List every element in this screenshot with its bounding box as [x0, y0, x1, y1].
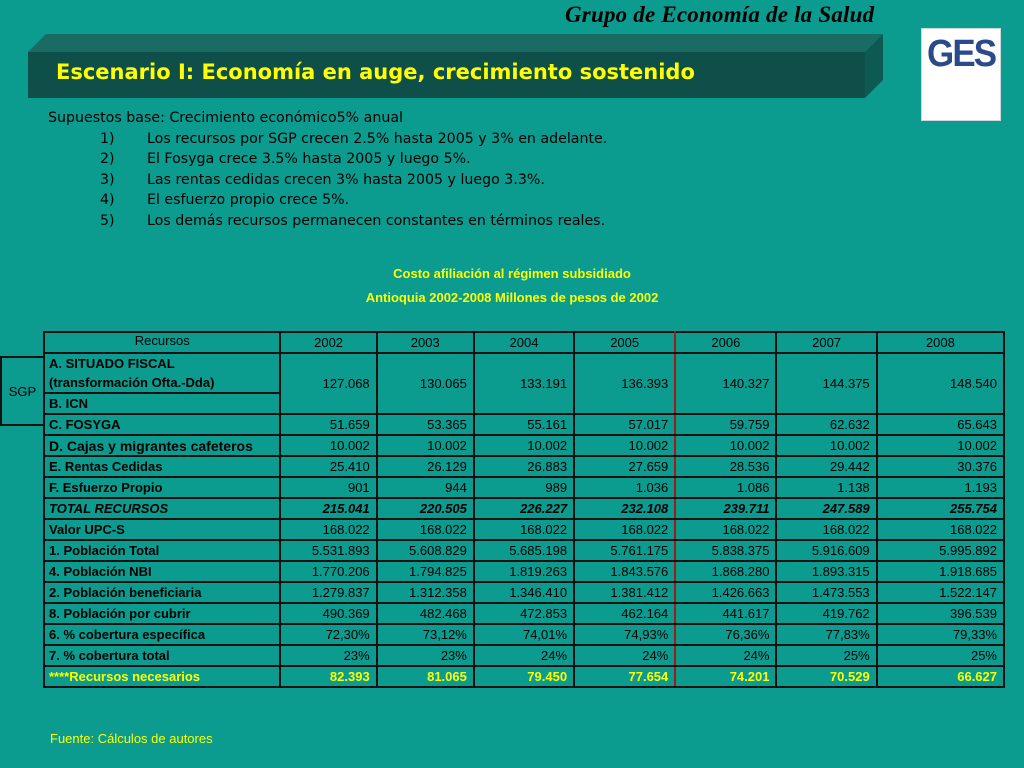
table-cell: 472.853: [474, 603, 574, 624]
ges-logo: [921, 28, 1001, 121]
table-cell: 79.450: [474, 666, 574, 687]
table-cell: 144.375: [776, 353, 876, 414]
table-cell: 24%: [574, 645, 675, 666]
table-cell: 70.529: [776, 666, 876, 687]
assumption-item: 4) El esfuerzo propio crece 5%.: [100, 192, 350, 208]
table-cell: 10.002: [280, 435, 376, 456]
resources-table: [43, 331, 1005, 688]
table-cell: 168.022: [574, 519, 675, 540]
table-cell: 10.002: [776, 435, 876, 456]
table-cell: 5.531.893: [280, 540, 376, 561]
row-label: C. FOSYGA: [44, 414, 280, 435]
table-cell: 482.468: [377, 603, 474, 624]
table-cell: 27.659: [574, 456, 675, 477]
row-label: 4. Población NBI: [44, 561, 280, 582]
row-label: 8. Población por cubrir: [44, 603, 280, 624]
table-cell: 168.022: [776, 519, 876, 540]
table-row: [44, 353, 1004, 373]
row-label: D. Cajas y migrantes cafeteros: [44, 435, 280, 456]
table-cell: 140.327: [675, 353, 776, 414]
row-label: B. ICN: [44, 393, 280, 414]
table-cell: 25%: [877, 645, 1004, 666]
row-label: 6. % cobertura específica: [44, 624, 280, 645]
table-cell: 1.893.315: [776, 561, 876, 582]
table-row: [44, 540, 1004, 561]
assumptions-list: [48, 129, 607, 232]
table-cell: 901: [280, 477, 376, 498]
table-cell: 441.617: [675, 603, 776, 624]
table-cell: 57.017: [574, 414, 675, 435]
column-header: 2008: [877, 332, 1004, 353]
table-title: Costo afiliación al régimen subsidiado: [393, 266, 631, 281]
sgp-group-label: SGP: [0, 356, 43, 426]
table-cell: 1.918.685: [877, 561, 1004, 582]
column-header: Recursos: [44, 332, 280, 353]
assumptions-block: [48, 108, 607, 231]
row-label: ****Recursos necesarios: [44, 666, 280, 687]
table-cell: 24%: [474, 645, 574, 666]
table-cell: 82.393: [280, 666, 376, 687]
row-label: (transformación Ofta.-Dda): [44, 373, 280, 393]
table-cell: 30.376: [877, 456, 1004, 477]
table-cell: 1.381.412: [574, 582, 675, 603]
table-cell: 10.002: [877, 435, 1004, 456]
table-cell: 10.002: [377, 435, 474, 456]
table-cell: 5.995.892: [877, 540, 1004, 561]
table-cell: 76,36%: [675, 624, 776, 645]
table-cell: 1.279.837: [280, 582, 376, 603]
table-cell: 148.540: [877, 353, 1004, 414]
table-cell: 81.065: [377, 666, 474, 687]
table-cell: 10.002: [675, 435, 776, 456]
table-row: [44, 603, 1004, 624]
column-header: 2003: [377, 332, 474, 353]
table-row: [44, 666, 1004, 687]
row-label: F. Esfuerzo Propio: [44, 477, 280, 498]
table-cell: 77,83%: [776, 624, 876, 645]
table-cell: 26.129: [377, 456, 474, 477]
table-header-row: [44, 332, 1004, 353]
table-cell: 55.161: [474, 414, 574, 435]
table-cell: 29.442: [776, 456, 876, 477]
table-row: [44, 561, 1004, 582]
table-row: [44, 498, 1004, 519]
table-cell: 232.108: [574, 498, 675, 519]
table-cell: 1.819.263: [474, 561, 574, 582]
source-note: Fuente: Cálculos de autores: [50, 731, 213, 746]
table-cell: 490.369: [280, 603, 376, 624]
table-cell: 23%: [377, 645, 474, 666]
table-cell: 220.505: [377, 498, 474, 519]
table-cell: 168.022: [280, 519, 376, 540]
column-header: 2004: [474, 332, 574, 353]
table-cell: 5.916.609: [776, 540, 876, 561]
table-cell: 239.711: [675, 498, 776, 519]
table-cell: 419.762: [776, 603, 876, 624]
table-cell: 1.036: [574, 477, 675, 498]
row-label: 7. % cobertura total: [44, 645, 280, 666]
table-cell: 74,93%: [574, 624, 675, 645]
table-cell: 130.065: [377, 353, 474, 414]
table-cell: 73,12%: [377, 624, 474, 645]
table-row: [44, 435, 1004, 456]
table-cell: 168.022: [675, 519, 776, 540]
table-row: [44, 456, 1004, 477]
table-cell: 215.041: [280, 498, 376, 519]
table-subtitle: Antioquia 2002-2008 Millones de pesos de 2002: [365, 290, 659, 305]
table-row: [44, 477, 1004, 498]
table-row: [44, 624, 1004, 645]
assumption-item: 1) Los recursos por SGP crecen 2.5% hasta 2005 y 3% en adelante.: [100, 130, 608, 147]
table-cell: 1.086: [675, 477, 776, 498]
table-cell: 5.761.175: [574, 540, 675, 561]
table-cell: 989: [474, 477, 574, 498]
table-cell: 944: [377, 477, 474, 498]
column-header: 2002: [280, 332, 376, 353]
table-cell: 77.654: [574, 666, 675, 687]
table-cell: 168.022: [474, 519, 574, 540]
table-cell: 5.838.375: [675, 540, 776, 561]
table-row: [44, 582, 1004, 603]
table-cell: 136.393: [574, 353, 675, 414]
table-cell: 1.193: [877, 477, 1004, 498]
table-cell: 1.312.358: [377, 582, 474, 603]
assumption-item: 2) El Fosyga crece 3.5% hasta 2005 y luego 5%.: [100, 151, 471, 167]
column-header: 2006: [675, 332, 776, 353]
table-cell: 23%: [280, 645, 376, 666]
table-cell: 226.227: [474, 498, 574, 519]
table-cell: 10.002: [574, 435, 675, 456]
row-label: A. SITUADO FISCAL: [44, 353, 280, 373]
table-cell: 59.759: [675, 414, 776, 435]
table-cell: 10.002: [474, 435, 574, 456]
table-cell: 1.522.147: [877, 582, 1004, 603]
table-cell: 133.191: [474, 353, 574, 414]
table-cell: 1.843.576: [574, 561, 675, 582]
organization-name: Grupo de Economía de la Salud: [565, 2, 875, 27]
table-cell: 53.365: [377, 414, 474, 435]
table-cell: 462.164: [574, 603, 675, 624]
table-cell: 1.794.825: [377, 561, 474, 582]
logo-text: GES: [926, 33, 996, 75]
table-cell: 1.473.553: [776, 582, 876, 603]
row-label: Valor UPC-S: [44, 519, 280, 540]
table-row: [44, 645, 1004, 666]
table-cell: 25.410: [280, 456, 376, 477]
assumptions-intro: Supuestos base: Crecimiento económico5% anual: [48, 110, 403, 126]
table-cell: 72,30%: [280, 624, 376, 645]
table-cell: 1.138: [776, 477, 876, 498]
table-cell: 74,01%: [474, 624, 574, 645]
column-header: 2007: [776, 332, 876, 353]
table-cell: 26.883: [474, 456, 574, 477]
table-body: [44, 414, 1004, 687]
table-cell: 66.627: [877, 666, 1004, 687]
slide-title: Escenario I: Economía en auge, crecimiento sostenido: [56, 60, 695, 84]
table-cell: 1.346.410: [474, 582, 574, 603]
table-cell: 127.068: [280, 353, 376, 414]
assumption-item: 3) Las rentas cedidas crecen 3% hasta 2005 y luego 3.3%.: [100, 171, 545, 188]
table-cell: 74.201: [675, 666, 776, 687]
row-label: E. Rentas Cedidas: [44, 456, 280, 477]
table-cell: 5.685.198: [474, 540, 574, 561]
table-cell: 396.539: [877, 603, 1004, 624]
table-cell: 51.659: [280, 414, 376, 435]
table-cell: 79,33%: [877, 624, 1004, 645]
column-header: 2005: [574, 332, 675, 353]
table-cell: 62.632: [776, 414, 876, 435]
table-cell: 1.868.280: [675, 561, 776, 582]
table-cell: 168.022: [877, 519, 1004, 540]
table-cell: 28.536: [675, 456, 776, 477]
row-label: 2. Población beneficiaria: [44, 582, 280, 603]
table-cell: 255.754: [877, 498, 1004, 519]
table-cell: 65.643: [877, 414, 1004, 435]
assumption-item: 5) Los demás recursos permanecen constantes en términos reales.: [100, 212, 606, 229]
table-cell: 25%: [776, 645, 876, 666]
table-row: [44, 414, 1004, 435]
table-cell: 1.426.663: [675, 582, 776, 603]
table-cell: 1.770.206: [280, 561, 376, 582]
row-label: TOTAL RECURSOS: [44, 498, 280, 519]
row-label: 1. Población Total: [44, 540, 280, 561]
table-cell: 168.022: [377, 519, 474, 540]
table-cell: 24%: [675, 645, 776, 666]
table-row: [44, 519, 1004, 540]
table-cell: 5.608.829: [377, 540, 474, 561]
table-cell: 247.589: [776, 498, 876, 519]
